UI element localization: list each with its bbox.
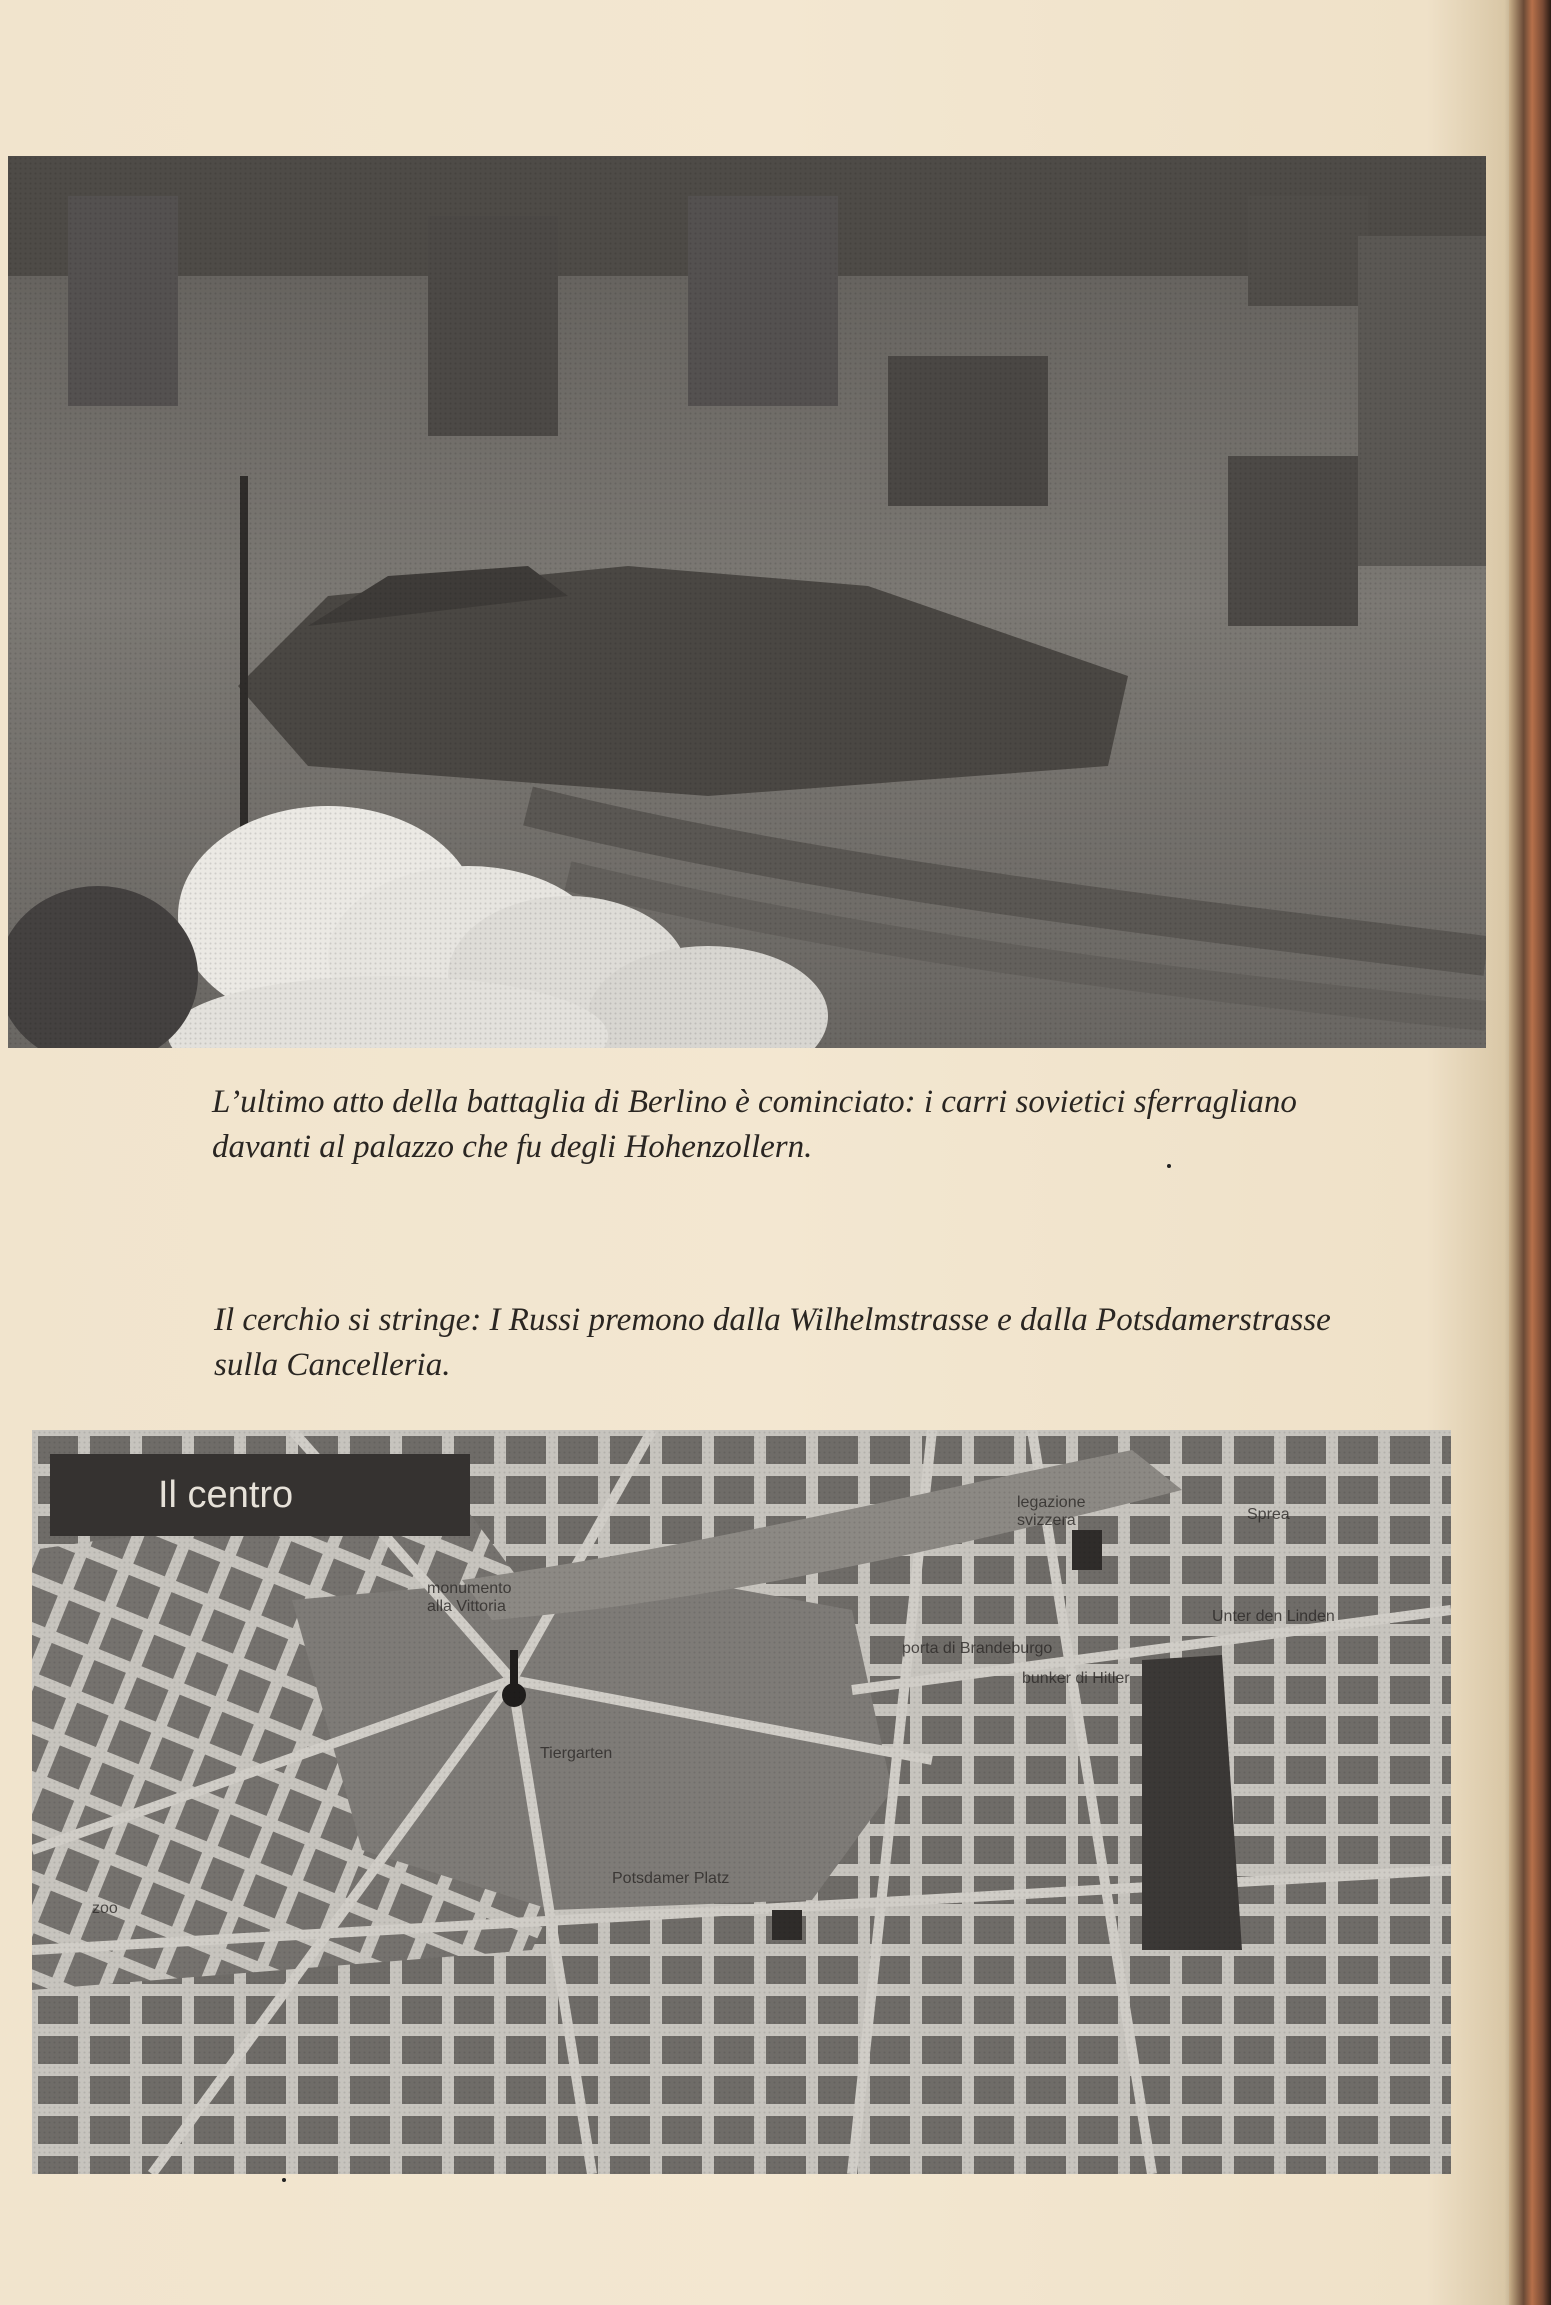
photo-caption: L’ultimo atto della battaglia di Berlino è cominciato: i carri sovietici sferragliano davanti al palazzo che fu degli Hohenzollern. [212,1084,1297,1165]
map-caption: Il cerchio si stringe: I Russi premono dalla Wilhelmstrasse e dalla Potsdamerstrasse sulla Cancelleria. [214,1302,1331,1383]
city-map [32,1430,1451,2174]
label-unter-den-linden: Unter den Linden [1212,1608,1335,1625]
label-sprea: Sprea [1247,1506,1290,1523]
label-legazione-svizzera: legazione svizzera [1017,1494,1086,1529]
city-map-image [32,1430,1451,2174]
print-speck [282,2178,286,2182]
label-tiergarten: Tiergarten [540,1745,613,1762]
label-zoo: zoo [92,1900,118,1917]
battle-photo [8,156,1486,1048]
label-monumento-vittoria: monumento alla Vittoria [427,1580,512,1615]
label-potsdamer-platz: Potsdamer Platz [612,1870,730,1887]
label-bunker: bunker di Hitler [1022,1670,1130,1687]
battle-photo-image [8,156,1486,1048]
book-binding-edge [1509,0,1551,2305]
label-porta-brandeburgo: porta di Brandeburgo [902,1640,1053,1657]
print-speck [1167,1164,1171,1168]
map-title: Il centro [50,1454,470,1536]
